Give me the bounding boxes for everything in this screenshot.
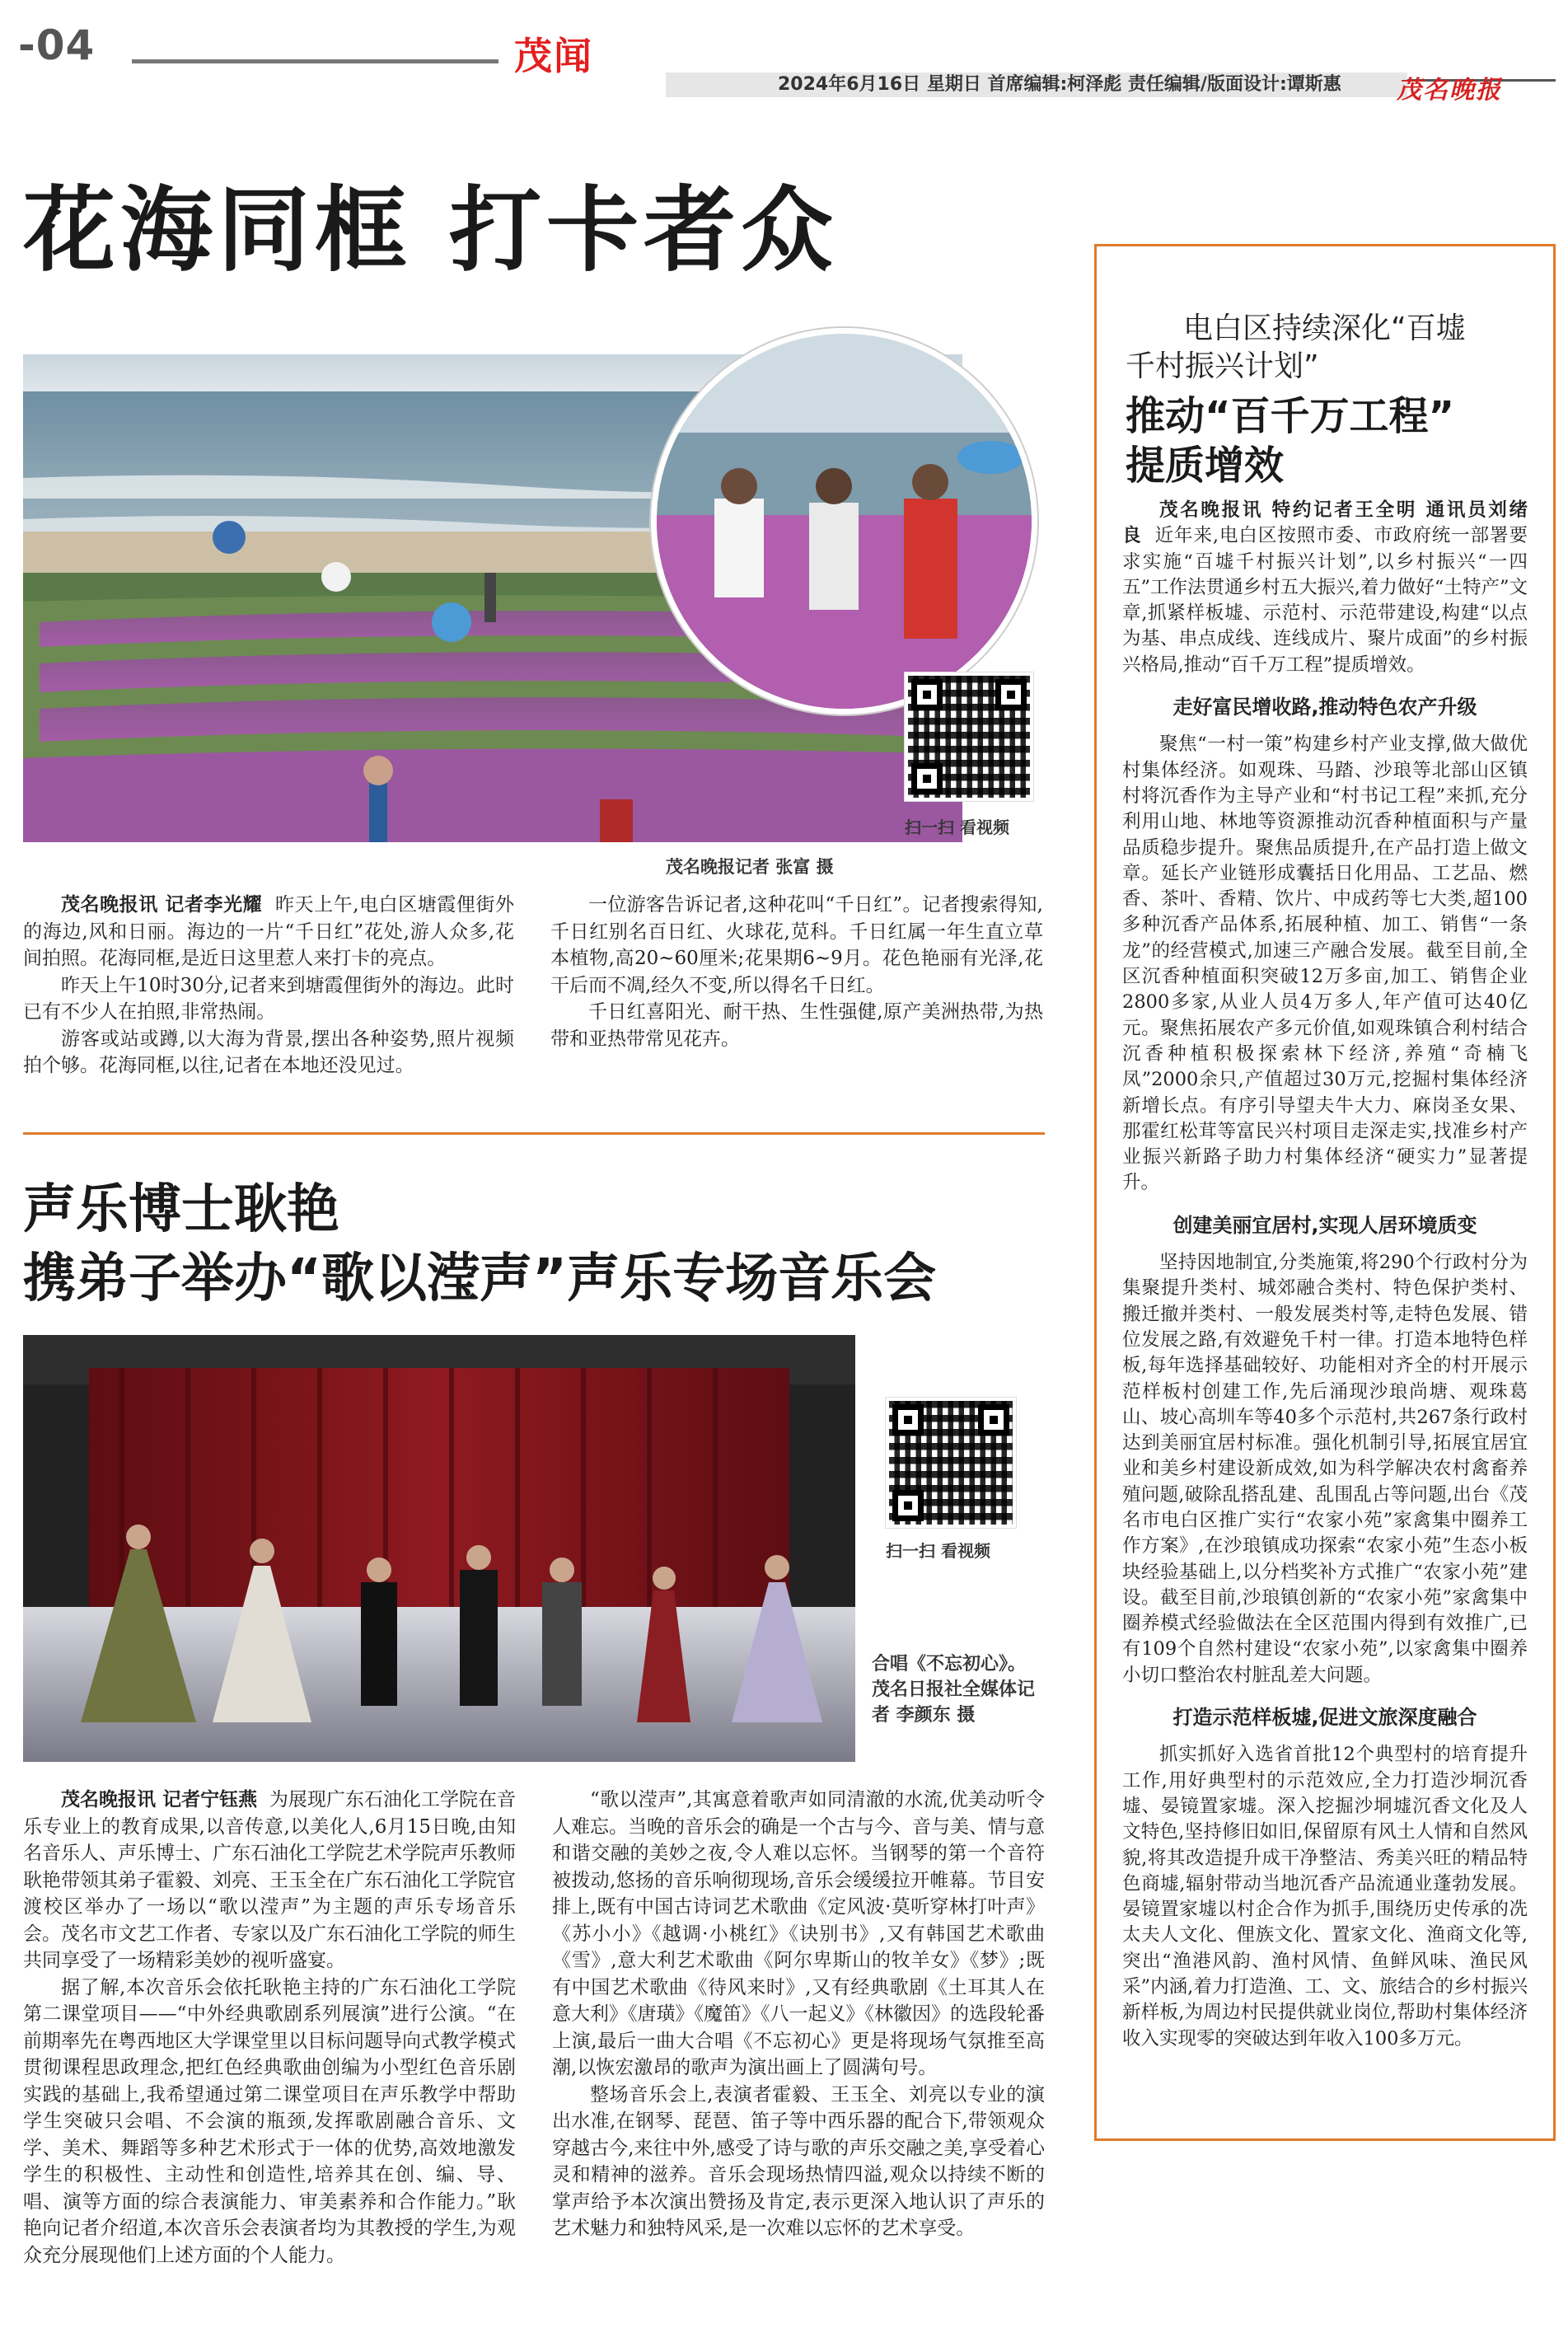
article3-title-line2: 提质增效 bbox=[1126, 443, 1285, 489]
article2-title-line2: 携弟子举办“歌以滢声”声乐专场音乐会 bbox=[23, 1248, 937, 1309]
concert-video-qr-code[interactable] bbox=[886, 1398, 1016, 1528]
people-inset-photo bbox=[651, 328, 1037, 714]
photo-credit: 茂名晚报记者 张富 摄 bbox=[666, 857, 834, 877]
paper-name-logo: 茂名晚报 bbox=[1397, 76, 1502, 105]
concert-qr-caption: 扫一扫 看视频 bbox=[886, 1541, 990, 1561]
article2-lead: 茂名晚报讯 记者宁钰燕 bbox=[61, 1789, 258, 1810]
article3-title-line1: 推动“百千万工程” bbox=[1126, 393, 1455, 439]
article1-lead: 茂名晚报讯 记者李光耀 bbox=[61, 894, 263, 916]
article3-lead: 茂名晚报讯 特约记者王全明 通讯员刘绪良 bbox=[1122, 499, 1528, 547]
section-label: 茂闻 bbox=[514, 34, 593, 78]
header-meta: 2024年6月16日 星期日 首席编辑:柯泽彪 责任编辑/版面设计:谭斯惠 bbox=[778, 74, 1341, 95]
section3-heading: 打造示范样板墟,促进文旅深度融合 bbox=[1172, 1706, 1477, 1730]
header-rule-left bbox=[132, 59, 498, 63]
article1-body-right: 一位游客告诉记者,这种花叫“千日红”。记者搜索得知,千日红别名百日红、火球花,苋科。千日红属一年生直立草本植物,高20~60厘米;花果期6~9月。花色艳丽有光泽,花干后而不凋,经久不变,所以得名千日红。 千日红喜阳光、耐干热、生性强健,原产美洲热带,为热带和亚热带常见花卉。 bbox=[550, 894, 1043, 1050]
article2-title-line1: 声乐博士耿艳 bbox=[23, 1179, 339, 1240]
section1-heading: 走好富民增收路,推动特色农产升级 bbox=[1172, 696, 1477, 719]
section2-heading: 创建美丽宜居村,实现人居环境质变 bbox=[1172, 1213, 1477, 1237]
article1-body-left: 茂名晚报讯 记者李光耀 昨天上午,电白区塘霞俚街外的海边,风和日丽。海边的一片“千日红”花处,游人众多,花间拍照。花海同框,是近日这里惹人来打卡的亮点。 昨天上午10时30分,记者来到塘霞俚街外的海边。此时已有不少人在拍照,非常热闹。 游客或站或蹲,以大海为背景,摆出各种姿势,照片视频拍个够。花海同框,以往,记者在本地还没见过。 bbox=[23, 894, 515, 1076]
concert-photo bbox=[23, 1335, 855, 1762]
article-divider bbox=[23, 1132, 1045, 1135]
article1-title: 花海同框 打卡者众 bbox=[23, 177, 838, 284]
article3-kicker-line1: 电白区持续深化“百墟 bbox=[1183, 311, 1466, 345]
page-number: -04 bbox=[18, 21, 96, 69]
concert-photo-caption: 合唱《不忘初心》。茂名日报社全媒体记者 李颜东 摄 bbox=[872, 1654, 1036, 1726]
qr-caption: 扫一扫 看视频 bbox=[905, 817, 1009, 837]
article3-kicker-line2: 千村振兴计划” bbox=[1126, 349, 1319, 383]
article2-body-right: “歌以滢声”,其寓意着歌声如同清澈的水流,优美动听令人难忘。当晚的音乐会的确是一个古与今、音与美、情与意和谐交融的美妙之夜,令人难以忘怀。当钢琴的第一个音符被拨动,悠扬的音乐响彻现场,音乐会缓缓拉开帷幕。节目安排上,既有中国古诗词艺术歌曲《定风波·莫听穿林打叶声》《苏小小》《越调·小桃红》《诀别书》,又有韩国艺术歌曲《雪》,意大利艺术歌曲《阿尔卑斯山的牧羊女》《梦》;既有中国艺术歌曲《待风来时》,又有经典歌剧《土耳其人在意大利》《唐璜》《魔笛》《八一起义》《林徽因》的选段轮番上演,最后一曲大合唱《不忘初心》更是将现场气氛推至高潮,以恢宏激昂的歌声为演出画上了圆满句号。 整场音乐会上,表演者霍毅、王玉全、刘亮以专业的演出水准,在钢琴、琵琶、笛子等中西乐器的配合下,带领观众穿越古今,来往中外,感受了诗与歌的声乐交融之美,享受着心灵和精神的滋养。音乐会现场热情四溢,观众以持续不断的掌声给予本次演出赞扬及肯定,表示更深入地认识了声乐的艺术魅力和独特风采,是一次难以忘怀的艺术享受。 bbox=[552, 1789, 1045, 2239]
video-qr-code[interactable] bbox=[905, 672, 1033, 801]
article2-body-left: 茂名晚报讯 记者宁钰燕 为展现广东石油化工学院在音乐专业上的教育成果,以音传意,以美化人,6月15日晚,由知名音乐人、声乐博士、广东石油化工学院艺术学院声乐教师耿艳带领其弟子霍毅、刘亮、王玉全在广东石油化工学院官渡校区举办了一场以“歌以滢声”为主题的声乐专场音乐会。茂名市文艺工作者、专家以及广东石油化工学院的师生共同享受了一场精彩美妙的视听盛宴。 据了解,本次音乐会依托耿艳主持的广东石油化工学院第二课堂项目——“中外经典歌剧系列展演”进行公演。“在前期率先在粤西地区大学课堂里以目标问题导向式教学模式贯彻课程思政理念,把红色经典歌曲创编为小型红色音乐剧实践的基础上,我希望通过第二课堂项目在声乐教学中帮助学生突破只会唱、不会演的瓶颈,发挥歌剧融合音乐、文学、美术、舞蹈等多种艺术形式于一体的优势,高效地激发学生的积极性、主动性和创造性,培养其在创、编、导、唱、演等方面的综合表演能力、审美素养和合作能力。”耿艳向记者介绍道,本次音乐会表演者均为其教授的学生,为观众充分展现他们上述方面的个人能力。 bbox=[23, 1789, 517, 2266]
article3-body: 茂名晚报讯 特约记者王全明 通讯员刘绪良 近年来,电白区按照市委、市政府统一部署要求实施“百墟千村振兴计划”,以乡村振兴“一四五”工作法贯通乡村五大振兴,着力做好“土特产”文章,抓紧样板墟、示范村、示范带建设,构建“以点为基、串点成线、连线成片、聚片成面”的乡村振兴格局,推动“百千万工程”提质增效。 走好富民增收路,推动特色农产升级 聚焦“一村一策”构建乡村产业支撑,做大做优村集体经济。如观珠、马踏、沙琅等北部山区镇村将沉香作为主导产业和“村书记工程”来抓,充分利用山地、林地等资源推动沉香种植面积与产量品质稳步提升。聚焦品质提升,在产品打造上做文章。延长产业链形成囊括日化用品、工艺品、燃香、茶叶、香精、饮片、中成药等七大类,超100多种沉香产品体系,拓展种植、加工、销售“一条龙”的经营模式,加速三产融合发展。截至目前,全区沉香种植面积突破12万多亩,加工、销售企业2800多家,从业人员4万多人,年产值可达40亿元。聚焦拓展农产多元价值,如观珠镇合利村结合沉香种植积极探索林下经济,养殖“奇楠飞凤”2000余只,产值超过30万元,挖掘村集体经济新增长点。有序引导望夫牛大力、麻岗圣女果、那霍红松茸等富民兴村项目走深走实,找准乡村产业振兴新路子助力村集体经济“硬实力”显著提升。 创建美丽宜居村,实现人居环境质变 坚持因地制宜,分类施策,将290个行政村分为集聚提升类村、城郊融合类村、特色保护类村、搬迁撤并类村、一般发展类村等,走特色发展、错位发展之路,有效避免千村一律。打造本地特色样板,每年选择基础较好、功能相对齐全的村开展示范样板村创建工作,先后涌现沙琅尚塘、观珠葛山、坡心高圳车等40多个示范村,共267条行政村达到美丽宜居村标准。强化机制引导,拓展宜居宜业和美乡村建设新成效,如为科学解决农村禽畜养殖问题,破除乱搭乱建、乱围乱占等问题,出台《茂名市电白区推广实行“农家小苑”家禽集中圈养工作方案》,在沙琅镇成功探索“农家小苑”生态小板块经验基础上,以分档奖补方式推广“农家小苑”建设。截至目前,沙琅镇创新的“农家小苑”家禽集中圈养模式经验做法在全区范围内得到有效推广,已有109个自然村建设“农家小苑”,以家禽集中圈养小切口整治农村脏乱差大问题。 打造示范样板墟,促进文旅深度融合 抓实抓好入选省首批12个典型村的培育提升工作,用好典型村的示范效应,全力打造沙垌沉香墟、晏镜置家墟。深入挖掘沙垌墟沉香文化及人文特色,坚持修旧如旧,保留原有风土人情和自然风貌,将其改造提升成干净整洁、秀美兴旺的精品特色商墟,辐射带动当地沉香产品流通业蓬勃发展。晏镜置家墟以村企合作为抓手,围绕历史传承的冼太夫人文化、俚族文化、置家文化、渔商文化等,突出“渔港风韵、渔村风情、鱼鲜风味、渔民风采”内涵,着力打造渔、工、文、旅结合的乡村振兴新样板,为周边村民提供就业岗位,帮助村集体经济收入实现零的突破达到年收入100多万元。 bbox=[1122, 499, 1528, 2049]
